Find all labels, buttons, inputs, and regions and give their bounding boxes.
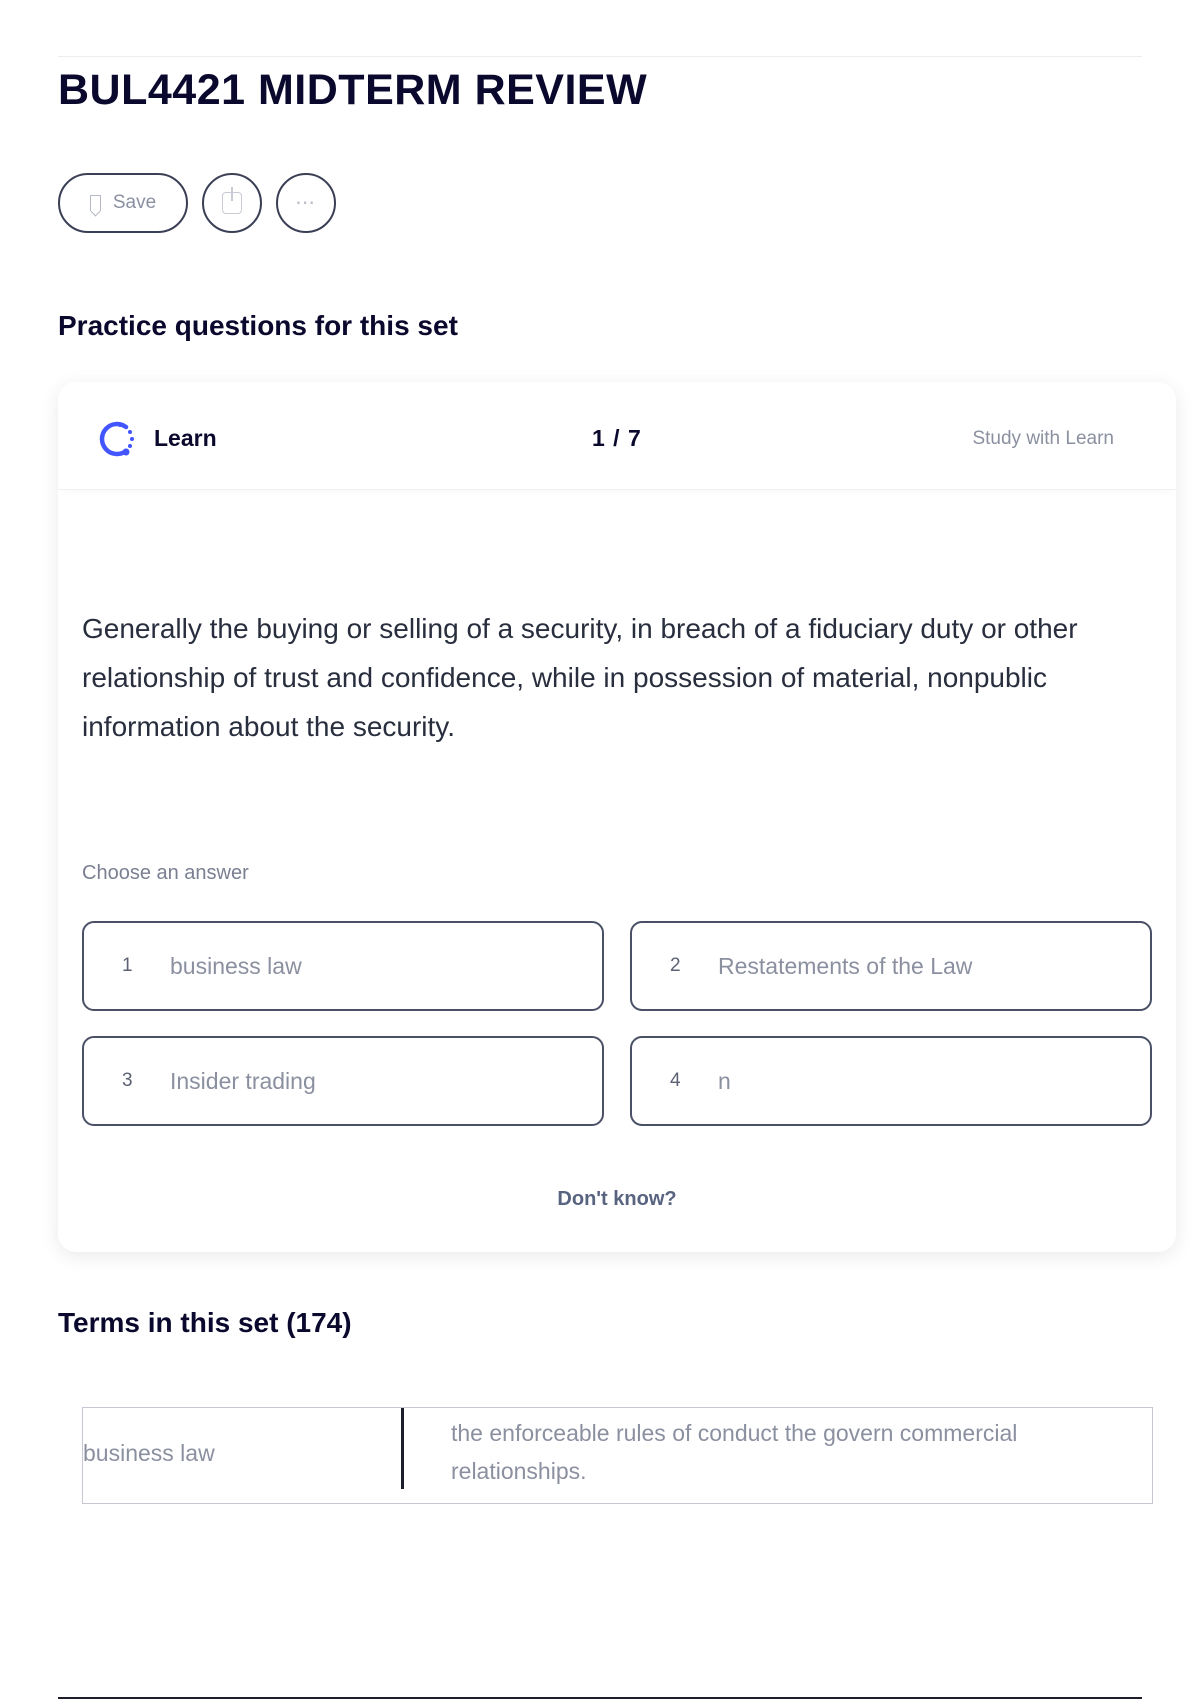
term-divider [401, 1408, 404, 1489]
answer-option-text: n [718, 1067, 731, 1094]
answer-option-number: 1 [122, 955, 133, 976]
learn-mode-label: Learn [154, 425, 217, 451]
share-button[interactable] [202, 173, 262, 233]
answer-option-number: 4 [670, 1070, 681, 1091]
more-options-button[interactable] [276, 173, 336, 233]
answer-option-number: 3 [122, 1070, 133, 1091]
terms-section-title: Terms in this set (174) [58, 1307, 352, 1338]
answer-option-text: business law [170, 952, 302, 979]
term-word: business law [83, 1440, 215, 1466]
save-button[interactable] [58, 173, 188, 233]
bottom-divider [58, 1697, 1142, 1699]
answer-option-number: 2 [670, 955, 681, 976]
page-title: BUL4421 MIDTERM REVIEW [58, 66, 648, 114]
answer-option-4[interactable] [630, 1036, 1152, 1126]
answer-option-2[interactable] [630, 921, 1152, 1011]
practice-card-header [58, 382, 1176, 490]
top-divider [58, 56, 1142, 57]
save-button-label: Save [112, 192, 157, 213]
term-card [82, 1407, 1153, 1504]
choose-answer-label: Choose an answer [82, 862, 249, 884]
practice-section-title: Practice questions for this set [58, 310, 458, 341]
share-icon [222, 192, 242, 214]
learn-icon [96, 418, 138, 460]
answer-option-1[interactable] [82, 921, 604, 1011]
question-text: Generally the buying or selling of a security, in breach of a fiduciary duty or other relationship of trust and confidence, while in possession of material, nonpublic information about the security. [82, 613, 1078, 742]
bookmark-icon [90, 195, 101, 211]
term-definition: the enforceable rules of conduct the govern commercial relationships. [451, 1420, 1018, 1484]
question-progress: 1 / 7 [592, 425, 642, 451]
answer-option-text: Insider trading [170, 1067, 316, 1094]
more-icon: ⋯ [295, 192, 317, 214]
dont-know-link[interactable]: Don't know? [557, 1188, 677, 1210]
answer-option-3[interactable] [82, 1036, 604, 1126]
practice-card [58, 382, 1176, 1252]
answer-option-text: Restatements of the Law [718, 952, 973, 979]
study-with-learn-link[interactable]: Study with Learn [972, 428, 1114, 449]
set-actions [58, 173, 336, 233]
